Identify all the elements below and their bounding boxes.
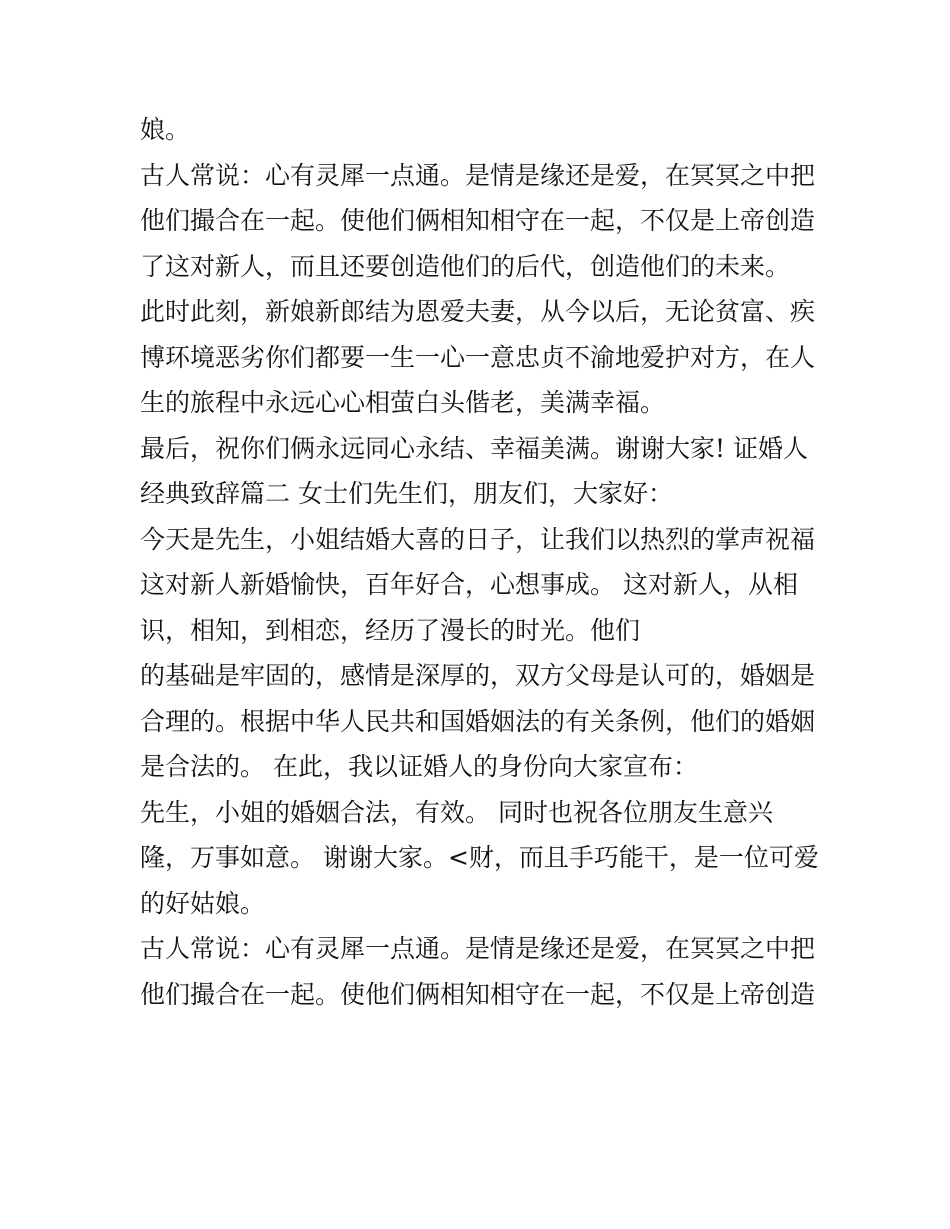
text-line: 是合法的。 在此，我以证婚人的身份向大家宣布： [140, 752, 698, 781]
text-line: 识，相知，到相恋，经历了漫长的时光。他们 [140, 615, 641, 645]
text-line: 经典致辞篇二 女士们先生们，朋友们，大家好： [140, 479, 673, 508]
document-body [140, 107, 820, 1017]
text-line: 他们撮合在一起。使他们俩相知相守在一起，不仅是上帝创造 [140, 206, 816, 235]
text-line: 的好姑娘。 [140, 888, 266, 918]
text-line: 这对新人新婚愉快，百年好合，心想事成。 这对新人，从相 [140, 570, 798, 599]
text-line: 合理的。根据中华人民共和国婚姻法的有关条例，他们的婚姻 [140, 706, 816, 736]
text-line: 生的旅程中永远心心相萤白头偕老，美满幸福。 [140, 388, 666, 417]
text-line: 古人常说：心有灵犀一点通。是情是缘还是爱，在冥冥之中把 [140, 934, 816, 963]
text-line: 娘。 [140, 115, 191, 144]
text-line: 博环境恶劣你们都要一生一心一意忠贞不渝地爱护对方，在人 [140, 342, 816, 372]
text-line: 隆，万事如意。 谢谢大家。<财，而且手巧能干，是一位可爱 [140, 843, 819, 872]
text-line: 最后，祝你们俩永远同心永结、幸福美满。谢谢大家! 证婚人 [140, 433, 808, 463]
text-line: 此时此刻，新娘新郎结为恩爱夫妻，从今以后，无论贫富、疾 [140, 297, 816, 326]
text-line: 他们撮合在一起。使他们俩相知相守在一起，不仅是上帝创造 [140, 979, 816, 1009]
text-line: 古人常说：心有灵犀一点通。是情是缘还是爱，在冥冥之中把 [140, 160, 816, 190]
text-line: 的基础是牢固的，感情是深厚的，双方父母是认可的，婚姻是 [140, 661, 816, 690]
text-line: 今天是先生，小姐结婚大喜的日子，让我们以热烈的掌声祝福 [140, 524, 816, 554]
text-line: 了这对新人，而且还要创造他们的后代，创造他们的未来。 [140, 251, 791, 281]
text-line: 先生，小姐的婚姻合法，有效。 同时也祝各位朋友生意兴 [140, 797, 773, 827]
